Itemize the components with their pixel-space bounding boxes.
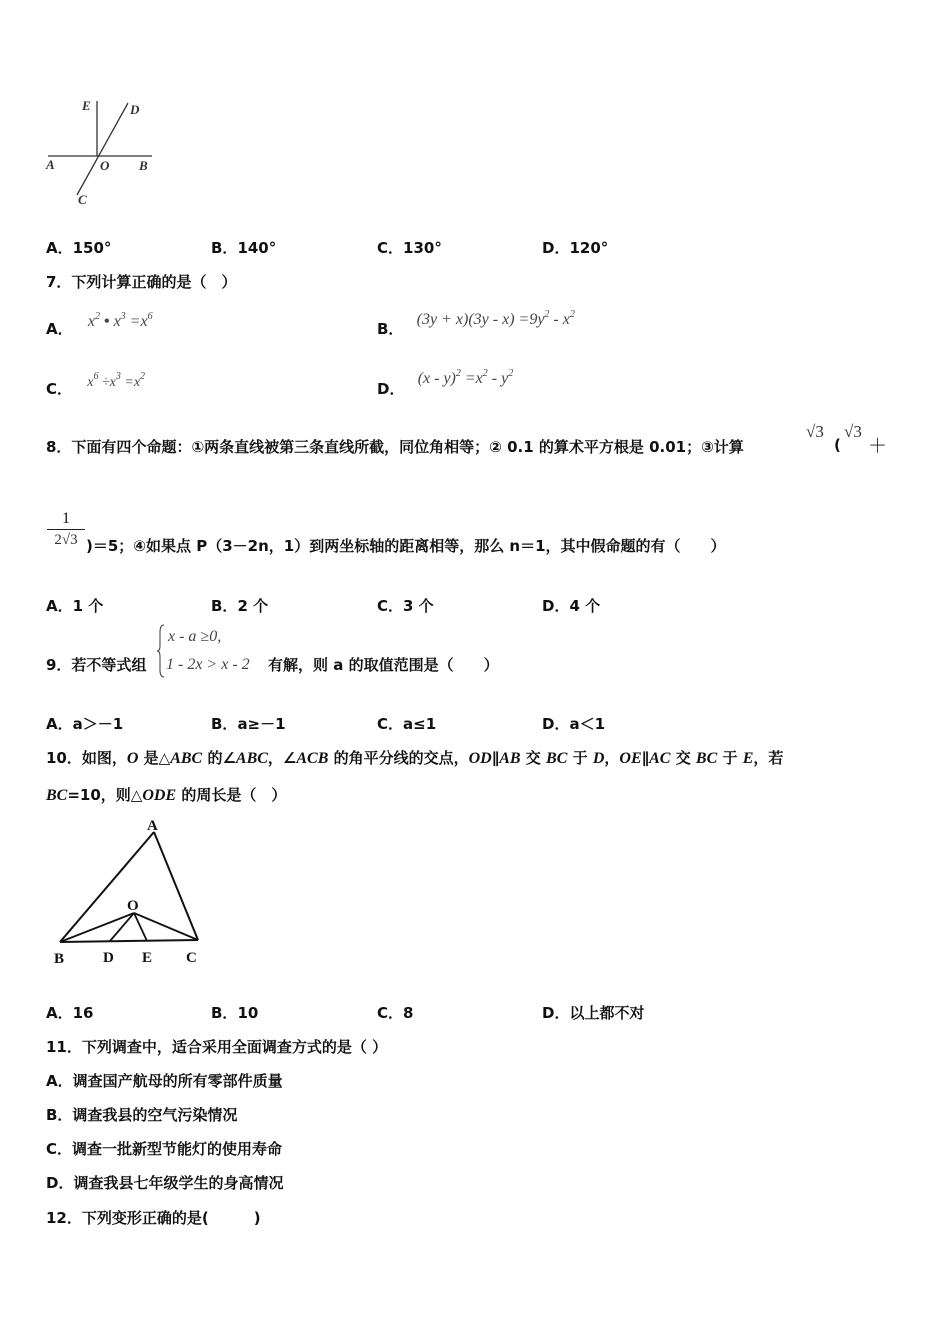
q11-stem: 11．下列调查中，适合采用全面调查方式的是（ ） (46, 1038, 388, 1056)
q8-fraction-bar (47, 529, 85, 530)
line-cd (77, 103, 128, 195)
q7-option-b-expr: $(3y + x)(3y - x) =9y^2 - x^2$ (416, 309, 575, 328)
q9-suffix: 有解，则 a 的取值范围是（ ） (268, 656, 499, 674)
q6-option-a[interactable]: A．150° (46, 239, 112, 257)
q10-option-b[interactable]: B．10 (211, 1004, 259, 1022)
q9-option-c[interactable]: C．a≤1 (377, 715, 437, 733)
q8-open-paren: ( (834, 436, 841, 454)
q9-option-b[interactable]: B．a≥－1 (211, 715, 286, 733)
label-b: B (54, 951, 65, 967)
q9-system-brace (157, 624, 165, 678)
q10-option-a[interactable]: A．16 (46, 1004, 94, 1022)
angle-figure-q6 (40, 95, 165, 210)
label-e: E (82, 98, 91, 113)
q7-option-c[interactable] (46, 370, 146, 398)
q7-option-c-expr: $x^6 \div x^3 =x^2$ (87, 371, 146, 390)
q7-option-a[interactable] (46, 310, 153, 338)
q8-line2: )＝5；④如果点 P（3－2n，1）到两坐标轴的距离相等，那么 n＝1，其中假命题的有（ ） (86, 537, 726, 555)
q8-option-a[interactable]: A．1 个 (46, 597, 104, 615)
label-c: C (186, 950, 197, 966)
q9-option-a[interactable]: A．a＞－1 (46, 715, 124, 733)
q6-option-d[interactable]: D．120° (542, 239, 609, 257)
q12-stem: 12．下列变形正确的是( ) (46, 1209, 261, 1227)
q10-line1: 10．如图，O 是△ABC 的∠ABC，∠ACB 的角平分线的交点，OD∥AB 交 BC 于 D，OE∥AC 交 BC 于 E，若 (46, 749, 784, 767)
triangle-figure-q10 (48, 815, 208, 970)
side-bc (60, 940, 198, 942)
q9-option-d[interactable]: D．a＜1 (542, 715, 606, 733)
q7-option-a-expr: $x^2$ • $x^3 =x^6$ (87, 311, 153, 330)
q7-option-d-expr: $(x - y)^2 =x^2 - y^2$ (417, 368, 514, 387)
label-a: A (147, 818, 158, 834)
q11-option-c[interactable]: C．调查一批新型节能灯的使用寿命 (46, 1140, 283, 1158)
q9-inequality-2: 1 - 2x > x - 2 (166, 656, 250, 673)
q8-fraction-numerator: 1 (62, 510, 70, 527)
q8-line1: 8．下面有四个命题：①两条直线被第三条直线所截，同位角相等；② 0.1 的算术平方根是 0.01；③计算 (46, 438, 744, 456)
q11-option-d[interactable]: D．调查我县七年级学生的身高情况 (46, 1174, 284, 1192)
q7-stem: 7．下列计算正确的是（ ） (46, 273, 237, 291)
q8-sqrt3-b: √3 (844, 422, 862, 441)
q9-prefix: 9．若不等式组 (46, 656, 147, 674)
q8-option-c[interactable]: C．3 个 (377, 597, 434, 615)
q10-option-d[interactable]: D．以上都不对 (542, 1004, 645, 1022)
q7-option-d-letter: D． (377, 380, 405, 398)
q11-option-a[interactable]: A．调查国产航母的所有零部件质量 (46, 1072, 283, 1090)
q6-option-b[interactable]: B．140° (211, 239, 277, 257)
q9-inequality-1: x - a ≥0, (168, 628, 222, 645)
q7-option-b[interactable] (377, 308, 575, 338)
q8-option-b[interactable]: B．2 个 (211, 597, 269, 615)
q8-plus: ＋ (868, 435, 888, 457)
q7-option-c-letter: C． (46, 380, 73, 398)
label-d: D (103, 950, 114, 966)
label-b: B (139, 158, 148, 173)
q7-option-a-letter: A． (46, 320, 73, 338)
q8-option-d[interactable]: D．4 个 (542, 597, 601, 615)
q7-option-d[interactable] (377, 367, 514, 398)
q7-option-b-letter: B． (377, 320, 404, 338)
label-a: A (46, 157, 55, 172)
label-e: E (142, 950, 153, 966)
q6-option-c[interactable]: C．130° (377, 239, 442, 257)
label-c: C (78, 192, 87, 207)
label-d: D (130, 102, 140, 117)
q11-option-b[interactable]: B．调查我县的空气污染情况 (46, 1106, 238, 1124)
q8-fraction-denominator: 2√3 (54, 532, 78, 548)
label-o: O (127, 898, 139, 914)
q8-sqrt3-a: √3 (806, 422, 824, 441)
q8-fraction (47, 510, 85, 549)
q10-line2: BC=10，则△ODE 的周长是（ ） (46, 786, 287, 804)
q10-option-c[interactable]: C．8 (377, 1004, 414, 1022)
label-o: O (100, 158, 110, 173)
